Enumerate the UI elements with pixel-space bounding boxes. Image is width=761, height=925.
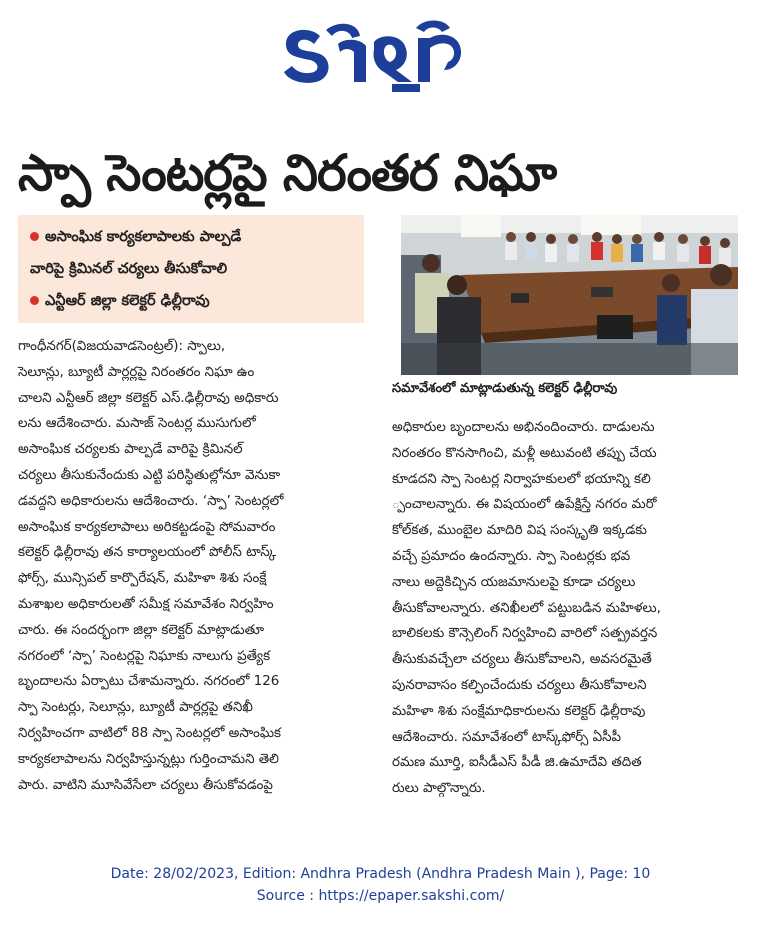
deck-text-3: ఎన్టీఆర్‌ జిల్లా కలెక్టర్‌ ఢిల్లీరావు: [45, 293, 210, 309]
edition-info: Date: 28/02/2023, Edition: Andhra Pradesh (Andhra Pradesh Main ), Page: 10: [110, 866, 651, 882]
deck-line-2: వారిపై క్రిమినల్‌ చర్యలు తీసుకోవాలి: [30, 261, 228, 277]
photo-caption: సమావేశంలో మాట్లాడుతున్న కలెక్టర్‌ ఢిల్లీరావు: [392, 381, 618, 396]
left-line: బృందాలను ఏర్పాటు చేశామన్నారు. నగరంలో 126: [18, 674, 280, 690]
right-line: ఆదేశించారు. సమావేశంలో టాస్క్‌ఫోర్స్‌ ఏసీపీ: [392, 729, 622, 745]
left-line: సెలూన్లు, బ్యూటీ పార్లర్లపై నిరంతరం నిఘా ఉం: [18, 364, 255, 380]
right-line: పునరావాసం కల్పించేందుకు చర్యలు తీసుకోవాలని: [392, 677, 647, 693]
left-line: నగరంలో ‘స్పా’ సెంటర్లపై నిఘాకు నాలుగు ప్రత్యేక: [18, 648, 271, 664]
masthead: [0, 0, 761, 105]
left-line: ఫోర్స్‌, మున్సిపల్‌ కార్పొరేషన్‌, మహిళా శిశు సంక్షే: [18, 571, 267, 587]
left-line: లను ఆదేశించారు. మసాజ్‌ సెంటర్ల ముసుగులో: [18, 416, 256, 432]
right-line: అధికారుల బృందాలను అభినందించారు. దాడులను: [392, 420, 655, 435]
right-line: నిరంతరం కొనసాగించి, మళ్లీ అటువంటి తప్పు చేయ: [392, 445, 657, 461]
right-line: రులు పాల్గొన్నారు.: [392, 781, 486, 797]
left-line: అసాంఘిక కార్యకలాపాలు అరికట్టడంపై సోమవారం: [18, 519, 276, 535]
deck-line-3: [30, 289, 210, 313]
right-line: మహిళా శిశు సంక్షేమాధికారులను కలెక్టర్‌ ఢిల్లీరావు: [392, 703, 646, 719]
right-line: రమణ మూర్తి, ఐసీడీఎస్‌ పీడీ జి.ఉమాదేవి తదిత: [392, 755, 642, 771]
left-line: పారు. వాటిని మూసివేసేలా చర్యలు తీసుకోవడంపై: [18, 777, 273, 793]
right-line: వచ్చే ప్రమాదం ఉందన్నారు. స్పా సెంటర్లకు భవ: [392, 548, 631, 564]
right-line: తీసుకువచ్చేలా చర్యలు తీసుకోవాలని, అవసరమైతే: [392, 652, 652, 668]
headline: స్పా సెంటర్లపై నిరంతర నిఘా: [18, 144, 557, 202]
left-line: చాలని ఎన్టీఆర్‌ జిల్లా కలెక్టర్‌ ఎస్‌.ఢిల్లీరావు అధికారు: [18, 390, 279, 406]
left-line: చారు. ఈ సందర్భంగా జిల్లా కలెక్టర్‌ మాట్లాడుతూ: [18, 622, 265, 638]
left-line: అసాంఘిక చర్యలకు పాల్పడే వారిపై క్రిమినల్‌: [18, 442, 243, 458]
left-line: మశాఖల అధికారులతో సమీక్ష సమావేశం నిర్వహిం: [18, 596, 274, 612]
right-line: తీసుకోవాలన్నారు. తనిఖీలలో పట్టుబడిన మహిళలు,: [392, 600, 661, 616]
deck-text-1: అసాంఘిక కార్యకలాపాలకు పాల్పడే: [45, 229, 242, 245]
article-left-column: [18, 334, 368, 798]
right-line: కూడదని స్పా సెంటర్ల నిర్వాహకులలో భయాన్ని కలి: [392, 471, 651, 487]
bullet-icon: [30, 296, 39, 305]
left-line: చర్యలు తీసుకునేందుకు ఎట్టి పరిస్థితుల్లోనూ వెనుకా: [18, 467, 281, 483]
meeting-photo-image: [401, 215, 738, 375]
right-line: బాలికలకు కౌన్సెలింగ్‌ నిర్వహించి వారిలో సత్ప్రవర్తన: [392, 626, 658, 642]
right-line: ్పంచాలన్నారు. ఈ విషయంలో ఉపేక్షిస్తే నగరం మరో: [392, 497, 657, 513]
source-info: Source : https://epaper.sakshi.com/: [256, 888, 505, 904]
right-line: నాలు అద్దెకిచ్చిన యజమానులపై కూడా చర్యలు: [392, 574, 636, 590]
left-line: కార్యకలాపాలను నిర్వహిస్తున్నట్లు గుర్తించామని తెలి: [18, 751, 279, 767]
meeting-photo: [401, 215, 738, 375]
bullet-icon: [30, 232, 39, 241]
deck-line-1: [30, 225, 241, 249]
sakshi-logo: [280, 14, 490, 96]
right-line: కోల్‌కత, ముంబైల మాదిరి విష సంస్కృతి ఇక్కడకు: [392, 523, 647, 539]
left-line: నిర్వహించగా వాటిలో 88 స్పా సెంటర్లలో అసాంఘిక: [18, 725, 282, 741]
left-line: స్పా సెంటర్లు, సెలూన్లు, బ్యూటీ పార్లర్లపై తనిఖీ: [18, 700, 253, 716]
left-line: గాంధీనగర్‌(విజయవాడసెంట్రల్‌): స్పాలు,: [18, 339, 226, 354]
deck-box: [18, 215, 364, 323]
left-line: డవద్దని అధికారులను ఆదేశించారు. ‘స్పా’ సెంటర్లలో: [18, 493, 284, 509]
article-right-column: [392, 415, 742, 802]
left-line: కలెక్టర్‌ ఢిల్లీరావు తన కార్యాలయంలో పోలీస్‌ టాస్క్‌: [18, 545, 277, 561]
